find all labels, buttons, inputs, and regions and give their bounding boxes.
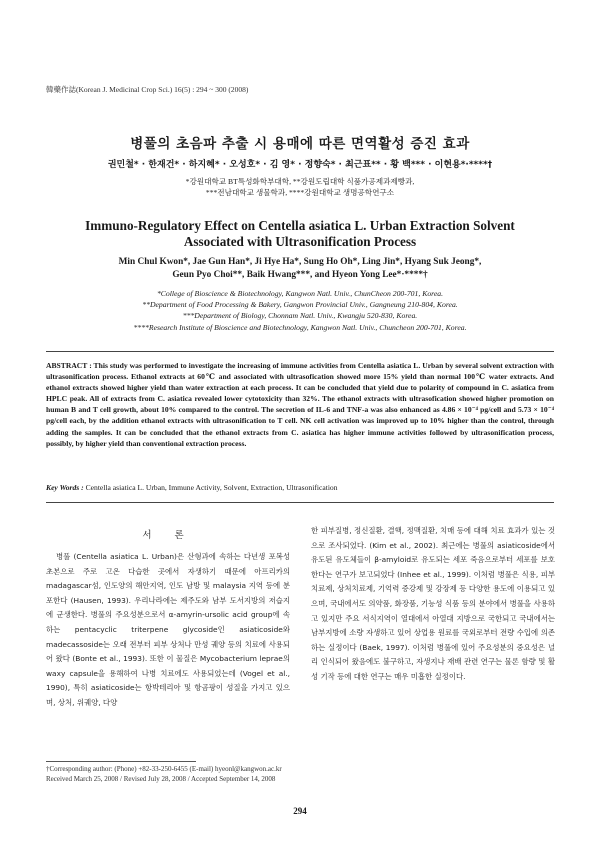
section-title-introduction: 서 론 xyxy=(142,530,194,541)
corresponding-author-line: †Corresponding author: (Phone) +82-33-250-6455 (E-mail) hyeonl@kangwon.ac.kr xyxy=(46,765,282,773)
english-authors xyxy=(30,256,570,281)
english-affiliation-line: *College of Bioscience & Biotechnology, Kangwon Natl. Univ., ChunCheon 200-701, Korea. xyxy=(156,289,444,298)
journal-reference: 韓藥作誌(Korean J. Medicinal Crop Sci.) 16(5) : 294 ~ 300 (2008) xyxy=(46,85,249,94)
page-number: 294 xyxy=(293,806,307,816)
english-affiliation-line: **Department of Food Processing & Bakery, Gangwon Provincial Univ., Gangneung 210-804, Korea. xyxy=(142,300,458,310)
footnote-divider xyxy=(46,761,196,762)
english-authors-line: Min Chul Kwon*, Jae Gun Han*, Ji Hye Ha*, Sung Ho Oh*, Ling Jin*, Hyang Suk Jeong*, xyxy=(118,257,482,267)
abstract-top-divider xyxy=(46,351,554,352)
keywords xyxy=(46,483,554,492)
english-title-line: Immuno-Regulatory Effect on Centella asiatica L. Urban Extraction Solvent xyxy=(85,218,515,233)
korean-affiliation-line: ***전남대학교 생물학과, ****강원대학교 생명공학연구소 xyxy=(205,187,395,197)
body-column-left: 병풀 (Centella asiatica L. Urban)은 산형과에 속하는 다년생 포복성 초본으로 주로 고온 다습한 곳에서 자생하기 때문에 아프리카의 madagascar섬, 인도양의 해안지역, 인도 남방 및 malaysia 지역 등에 분포한다 (Hausen, 1993). 우리나라에는 제주도와 남부 도서지방의 저습지에 군생한다. 병풀의 주요성분으로서 α-amyrin-ursolic acid group에 속하는 pentacyclic triterpene glycoside인 asiaticoside와 madecassoside는 오래 전부터 피부 상처나 만성 궤양 등의 치료에 사용되어 왔다 (Bonte et al., 1993). 또한 이 물질은 Mycobacterium leprae의 waxy capsule을 용해하여 나병 치료에도 사용되었는데 (Vogel et al., 1990), 특히 asiaticoside는 항박테리아 및 항곰팡이 성질을 가지고 있으며, 상처, 위궤양, 다양 xyxy=(46,552,290,707)
footnote xyxy=(46,764,554,784)
english-affiliations xyxy=(30,288,570,333)
abstract-bottom-divider xyxy=(46,502,554,503)
abstract: ABSTRACT : This study was performed to investigate the increasing of immune activities from Centella asiatica L. Urban by several solvent extraction with ultrasonification process. Ethanol extracts at 60℃ and associated with ultrasofication showed more 15% yield than normal 100℃ water extracts. And ethanol extracts showed higher yield than water extraction at each process. It can be concluded that yield due to polarity of compound in C. asiatica from HPLC peak. All of extracts from C. asiatica revealed lower cytotoxicity than 32%. The ethanol extracts with ultrasofication showed higher promotion on human B and T cell growth, about 10% compared to the control. The secretion of IL-6 and TNF-a was also enhanced as 4.86 × 10⁻⁴ pg/cell and 5.73 × 10⁻⁴ pg/cell each, by the addition ethanol extracts with ultrasonification to T cell. NK cell activation was improved up to 10% higher than the control, through adding the samples. It can be concluded that the ethanol extracts from C. asiatica has higher immune activities followed by ultrasonification process, possibly, by higher yield than conventional extraction process. xyxy=(46,361,554,448)
korean-affiliations xyxy=(0,177,600,198)
keywords-label: Key Words : xyxy=(46,483,86,492)
english-title xyxy=(30,218,570,249)
keywords-text: Centella asiatica L. Urban, Immune Activity, Solvent, Extraction, Ultrasonification xyxy=(85,483,338,492)
received-dates-line: Received March 25, 2008 / Revised July 28, 2008 / Accepted September 14, 2008 xyxy=(46,775,276,783)
korean-authors: 권민철* · 한재건* · 하지혜* · 오성호* · 김 영* · 정향숙* · 최근표** · 황 백*** · 이현용*·****† xyxy=(107,160,493,170)
english-affiliation-line: ***Department of Biology, Chonnam Natl. Univ., Kwangju 520-830, Korea. xyxy=(182,311,418,321)
english-authors-line: Geun Pyo Choi**, Baik Hwang***, and Hyeon Yong Lee*·****† xyxy=(172,269,428,280)
korean-title: 병풀의 초음파 추출 시 용매에 따른 면역활성 증진 효과 xyxy=(130,136,470,152)
korean-affiliation-line: *강원대학교 BT특성화학부대학, **강원도립대학 식품가공제과제빵과, xyxy=(185,177,415,186)
english-title-line: Associated with Ultrasonification Process xyxy=(183,233,417,249)
english-affiliation-line: ****Research Institute of Bioscience and Biotechnology, Kangwon Natl. Univ., Chuncheon 200-701, Korea. xyxy=(133,322,467,332)
body-column-right: 한 피부질병, 정신질환, 결핵, 정맥질환, 치매 등에 대해 치료 효과가 있는 것으로 조사되었다. (Kim et al., 2002). 최근에는 병풀의 asiaticoside에서 유도된 유도체들이 β-amyloid로 유도되는 세포 죽음으로부터 세포를 보호한다는 연구가 보고되었다 (Inhee et al., 1999). 이처럼 병풀은 식용, 피부치료제, 상처치료제, 기억력 증강제 및 강장제 등 다양한 용도에 이용되고 있으며, 국내에서도 의약품, 화장품, 기능성 식품 등의 분야에서 병풀을 사용하고 있지만 주요 서식지역이 열대에서 아열대 지방으로 국한되고 국내에서는 남부지방에 소량 자생하고 있어 상업용 원료를 국외로부터 전량 수입에 의존하는 실정이다 (Baek, 1997). 이처럼 병풀에 있어 주요성분의 중요성은 널리 인식되어 왔음에도 불구하고, 자생지나 재배 관련 연구는 물론 함량 및 활성 기작 등에 대한 연구는 매우 미흡한 실정이다. xyxy=(311,526,555,681)
